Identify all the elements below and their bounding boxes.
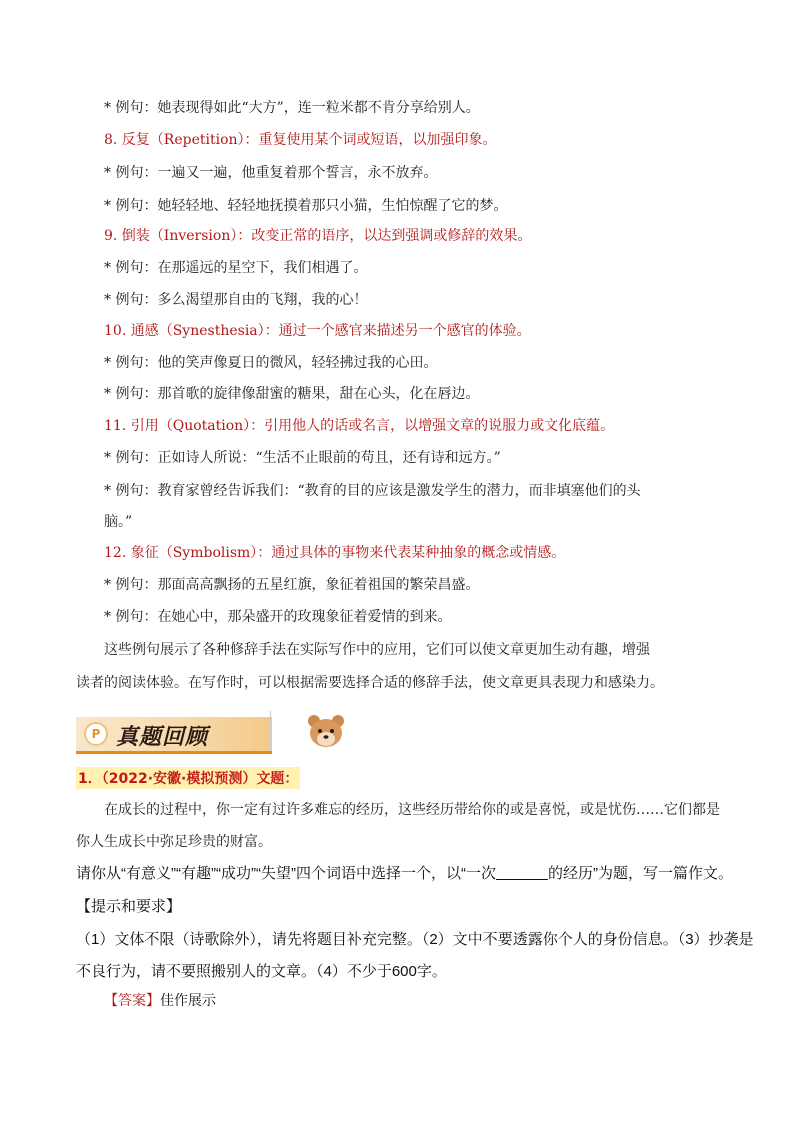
requirements-title: 【提示和要求】 xyxy=(76,898,182,915)
question-prompt: 在成长的过程中，你一定有过许多难忘的经历，这些经历带给你的或是喜悦，或是忧伤……它们都是 xyxy=(104,802,720,818)
example-line: * 例句：她轻轻地、轻轻地抚摸着那只小猫，生怕惊醒了它的梦。 xyxy=(104,198,508,214)
requirement-line: （1）文体不限（诗歌除外），请先将题目补充完整。（2）文中不要透露你个人的身份信息。（3）抄袭是 xyxy=(76,931,754,948)
example-line: * 例句：那首歌的旋律像甜蜜的糖果，甜在心头，化在唇边。 xyxy=(104,386,480,402)
example-line: * 例句：她表现得如此“大方”，连一粒米都不肯分享给别人。 xyxy=(104,100,480,116)
section-heading: 8. 反复（Repetition）：重复使用某个词或短语，以加强印象。 xyxy=(104,132,497,148)
instruction-text: 的经历”为题，写一篇作文。 xyxy=(547,865,733,882)
section-heading: 9. 倒装（Inversion）：改变正常的语序，以达到强调或修辞的效果。 xyxy=(104,228,532,244)
example-line-cont: 脑。” xyxy=(104,514,133,530)
example-line: * 例句：他的笑声像夏日的微风，轻轻拂过我的心田。 xyxy=(104,355,438,371)
example-line: * 例句：多么渴望那自由的飞翔，我的心！ xyxy=(104,292,368,308)
section-heading: 11. 引用（Quotation）：引用他人的话或名言，以增强文章的说服力或文化底蕴。 xyxy=(104,418,615,434)
example-line: * 例句：那面高高飘扬的五星红旗，象征着祖国的繁荣昌盛。 xyxy=(104,577,480,593)
question-instruction xyxy=(76,864,733,884)
banner-title: 真题回顾 xyxy=(116,725,209,750)
banner-logo-icon: P xyxy=(84,722,108,746)
instruction-text: 请你从“有意义”“有趣”“成功”“失望”四个词语中选择一个，以“一次 xyxy=(76,865,496,882)
summary-line: 这些例句展示了各种修辞手法在实际写作中的应用，它们可以使文章更加生动有趣，增强 xyxy=(104,642,650,658)
example-line: * 例句：教育家曾经告诉我们：“教育的目的应该是激发学生的潜力，而非填塞他们的头 xyxy=(104,483,641,499)
example-line: * 例句：在她心中，那朵盛开的玫瑰象征着爱情的到来。 xyxy=(104,609,452,625)
summary-line: 读者的阅读体验。在写作时，可以根据需要选择合适的修辞手法，使文章更具表现力和感染力。 xyxy=(76,675,664,691)
section-banner xyxy=(76,711,272,751)
question-prompt: 你人生成长中弥足珍贵的财富。 xyxy=(76,834,272,850)
answer-text: 佳作展示 xyxy=(160,993,216,1009)
section-heading: 10. 通感（Synesthesia）：通过一个感官来描述另一个感官的体验。 xyxy=(104,323,531,339)
bear-mascot-icon xyxy=(304,711,350,751)
banner-divider xyxy=(270,711,271,751)
section-heading: 12. 象征（Symbolism）：通过具体的事物来代表某种抽象的概念或情感。 xyxy=(104,545,566,561)
answer-tag: 【答案】 xyxy=(104,993,160,1009)
example-line: * 例句：正如诗人所说：“生活不止眼前的苟且，还有诗和远方。” xyxy=(104,450,501,466)
requirement-line: 不良行为，请不要照搬别人的文章。（4）不少于600字。 xyxy=(76,963,447,980)
question-title: 1．（2022·安徽·模拟预测）文题： xyxy=(76,767,300,789)
example-line: * 例句：一遍又一遍，他重复着那个誓言，永不放弃。 xyxy=(104,165,438,181)
answer-line xyxy=(104,990,216,1010)
fill-blank xyxy=(496,865,548,880)
example-line: * 例句：在那遥远的星空下，我们相遇了。 xyxy=(104,260,368,276)
